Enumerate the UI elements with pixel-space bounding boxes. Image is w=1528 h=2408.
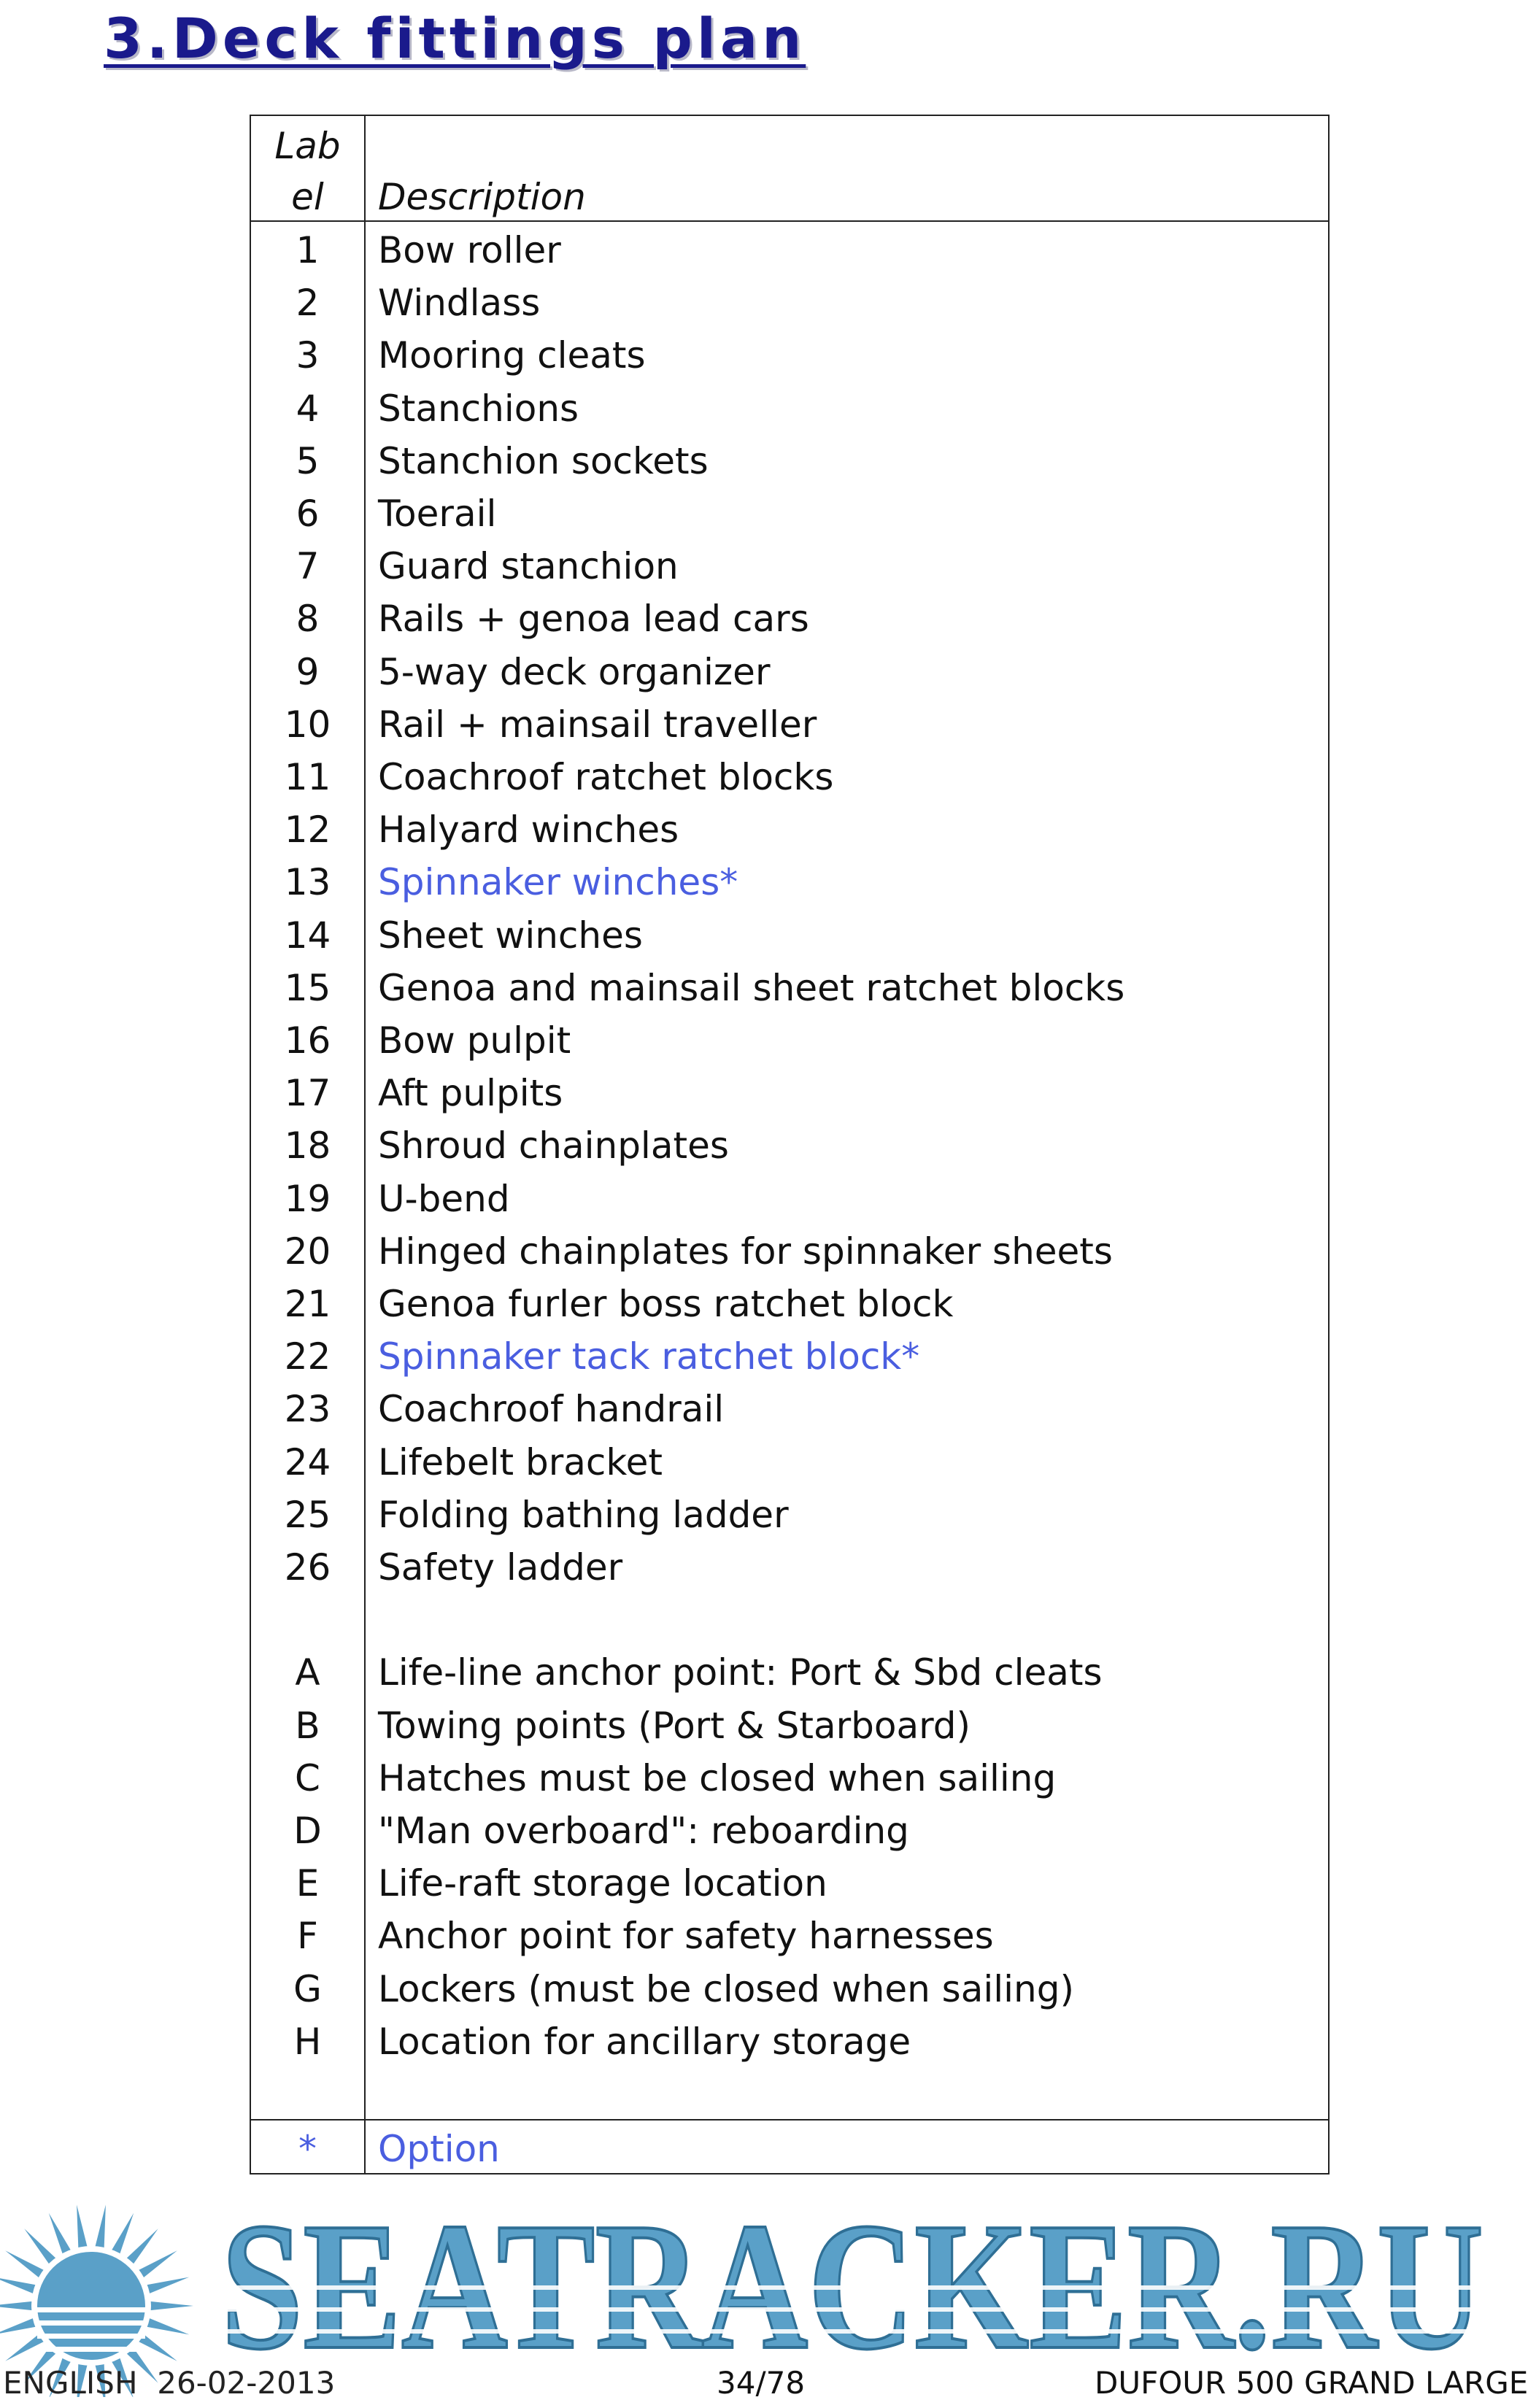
table-row — [251, 1067, 1328, 1119]
header-divider — [251, 220, 1328, 222]
row-description: Coachroof ratchet blocks — [378, 756, 834, 798]
row-description: U-bend — [378, 1177, 510, 1220]
table-row — [251, 1436, 1328, 1489]
sun-ray — [146, 2318, 189, 2334]
header-label-text: Lab el — [274, 125, 341, 218]
row-label: H — [293, 2020, 322, 2063]
footer-language-date: ENGLISH 26-02-2013 — [3, 2365, 336, 2401]
row-label: 22 — [284, 1335, 331, 1378]
sun-ray — [150, 2301, 193, 2311]
row-description: Genoa and mainsail sheet ratchet blocks — [378, 966, 1125, 1009]
table-row — [251, 382, 1328, 435]
sun-ray — [146, 2277, 189, 2294]
row-description: Genoa furler boss ratchet block — [378, 1283, 954, 1325]
table-row — [251, 1489, 1328, 1541]
row-description: Lifebelt bracket — [378, 1440, 663, 1483]
sun-ray — [111, 2213, 134, 2255]
row-description: Mooring cleats — [378, 334, 646, 377]
row-description: Life-line anchor point: Port & Sbd cleats — [378, 1651, 1103, 1694]
header-label — [251, 120, 364, 223]
deck-fittings-table — [250, 115, 1330, 2174]
row-label: 7 — [296, 545, 320, 588]
table-row — [251, 856, 1328, 908]
row-description: Safety ladder — [378, 1546, 623, 1589]
table-row — [251, 593, 1328, 645]
row-label: 9 — [296, 650, 320, 693]
row-label: B — [295, 1704, 320, 1747]
table-row — [251, 1752, 1328, 1805]
table-row — [251, 962, 1328, 1014]
sun-ray — [138, 2250, 177, 2278]
table-row — [251, 1541, 1328, 1594]
row-label: 3 — [296, 334, 320, 377]
row-description: Windlass — [378, 282, 541, 325]
row-label: 5 — [296, 439, 320, 482]
row-label: 2 — [296, 282, 320, 325]
row-label: 10 — [284, 703, 331, 746]
row-label: 18 — [284, 1124, 331, 1168]
row-description: Bow pulpit — [378, 1019, 571, 1062]
row-description: Folding bathing ladder — [378, 1493, 789, 1536]
row-description: Towing points (Port & Starboard) — [378, 1704, 971, 1747]
footnote-row — [251, 2123, 1328, 2175]
header-description: Description — [378, 176, 586, 218]
sun-ray — [49, 2213, 72, 2255]
row-label: 23 — [284, 1388, 331, 1431]
table-row — [251, 698, 1328, 751]
row-label: 26 — [284, 1546, 331, 1589]
table-row — [251, 1330, 1328, 1383]
row-description: Guard stanchion — [378, 545, 679, 588]
table-row — [251, 487, 1328, 540]
row-label: A — [295, 1651, 320, 1694]
row-label: 12 — [284, 809, 331, 852]
row-description: Life-raft storage location — [378, 1862, 827, 1905]
table-row — [251, 1910, 1328, 1962]
table-row — [251, 277, 1328, 329]
row-description: Shroud chainplates — [378, 1124, 729, 1168]
table-row — [251, 329, 1328, 382]
row-description: Stanchion sockets — [378, 439, 709, 482]
row-label: 8 — [296, 598, 320, 641]
footer-model: DUFOUR 500 GRAND LARGE — [1095, 2365, 1528, 2401]
table-row — [251, 1857, 1328, 1910]
row-description: Toerail — [378, 493, 497, 535]
row-label: G — [293, 1967, 322, 2010]
row-label: C — [295, 1756, 320, 1799]
row-description: Lockers (must be closed when sailing) — [378, 1967, 1074, 2010]
row-label: 1 — [296, 229, 320, 271]
row-description: Spinnaker winches* — [378, 861, 738, 904]
sun-ray — [24, 2228, 56, 2265]
footnote-label: * — [298, 2128, 317, 2170]
table-row — [251, 1278, 1328, 1330]
table-row — [251, 2015, 1328, 2068]
row-description: Coachroof handrail — [378, 1388, 725, 1431]
row-description: Rail + mainsail traveller — [378, 703, 817, 746]
row-label: 24 — [284, 1440, 331, 1483]
table-row — [251, 1699, 1328, 1752]
footnote-description: Option — [378, 2128, 500, 2170]
row-description: Location for ancillary storage — [378, 2020, 911, 2063]
row-description: 5-way deck organizer — [378, 650, 771, 693]
table-row — [251, 1805, 1328, 1857]
row-label: F — [297, 1915, 318, 1958]
row-description: Rails + genoa lead cars — [378, 598, 809, 641]
sun-ray — [77, 2204, 88, 2249]
row-label: 16 — [284, 1019, 331, 1062]
row-description: Stanchions — [378, 387, 579, 430]
row-label: E — [296, 1862, 320, 1905]
sun-ray — [0, 2318, 36, 2334]
sun-ray — [0, 2277, 36, 2294]
footnote-divider — [251, 2119, 1328, 2120]
table-row — [251, 1383, 1328, 1435]
table-row — [251, 1225, 1328, 1278]
row-label: 17 — [284, 1072, 331, 1115]
table-row — [251, 435, 1328, 487]
row-label: 15 — [284, 966, 331, 1009]
row-label: 21 — [284, 1283, 331, 1325]
row-label: 20 — [284, 1230, 331, 1273]
watermark-text: SEATRACKER.RU — [221, 2185, 1483, 2388]
sun-ray — [5, 2250, 45, 2278]
table-row — [251, 540, 1328, 593]
row-description: Spinnaker tack ratchet block* — [378, 1335, 920, 1378]
table-row — [251, 909, 1328, 962]
sun-ray — [95, 2204, 106, 2249]
table-row — [251, 646, 1328, 698]
row-label: 13 — [284, 861, 331, 904]
table-row — [251, 803, 1328, 856]
row-label: 25 — [284, 1493, 331, 1536]
row-description: "Man overboard": reboarding — [378, 1810, 909, 1852]
row-description: Bow roller — [378, 229, 561, 271]
table-row — [251, 1963, 1328, 2015]
row-label: 6 — [296, 493, 320, 535]
table-row — [251, 751, 1328, 803]
sun-ray — [126, 2228, 158, 2265]
table-row — [251, 1119, 1328, 1172]
table-row — [251, 224, 1328, 277]
table-row — [251, 1014, 1328, 1067]
row-description: Anchor point for safety harnesses — [378, 1915, 994, 1958]
row-description: Aft pulpits — [378, 1072, 563, 1115]
row-label: D — [293, 1810, 322, 1852]
row-description: Hinged chainplates for spinnaker sheets — [378, 1230, 1113, 1273]
table-row — [251, 1646, 1328, 1699]
row-description: Halyard winches — [378, 809, 679, 852]
row-label: 14 — [284, 914, 331, 957]
row-label: 4 — [296, 387, 320, 430]
row-label: 11 — [284, 756, 331, 798]
sun-ray — [0, 2301, 33, 2311]
page-title: 3.Deck fittings plan — [104, 6, 806, 71]
footer-page-number: 34/78 — [717, 2365, 806, 2401]
row-label: 19 — [284, 1177, 331, 1220]
table-row — [251, 1173, 1328, 1225]
row-description: Sheet winches — [378, 914, 643, 957]
row-description: Hatches must be closed when sailing — [378, 1756, 1057, 1799]
